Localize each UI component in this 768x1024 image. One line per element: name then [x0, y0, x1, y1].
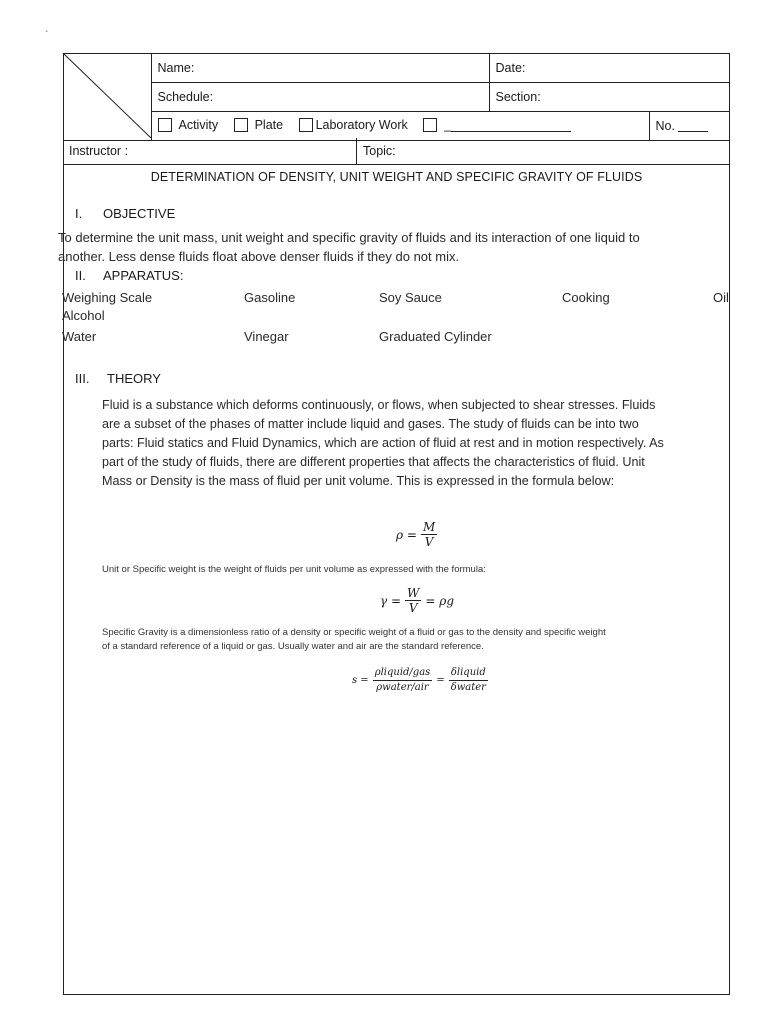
activity-checkbox[interactable] — [158, 118, 172, 132]
apparatus-item: Gasoline — [244, 290, 296, 305]
unit-weight-text: Unit or Specific weight is the weight of fluids per unit volume as expressed with the formula: — [102, 564, 486, 575]
unit-weight-formula: γ = $\frac{W}{V}$ = ρg — [380, 586, 454, 615]
specific-gravity-text: Specific Gravity is a dimensionless ratio of a density or specific weight of a fluid or gas to the density and specific weight of a standard reference of a liquid or gas. Usually water and air are the standard reference. — [102, 627, 606, 652]
apparatus-item: Soy Sauce — [379, 290, 442, 305]
activity-option[interactable] — [158, 118, 219, 132]
date-field[interactable] — [489, 54, 729, 83]
date-label: Date: — [495, 61, 526, 75]
apparatus-item: Cooking — [562, 290, 610, 305]
name-label: Name: — [157, 61, 195, 75]
instructor-topic-row — [64, 138, 729, 165]
apparatus-heading: II. APPARATUS: — [75, 268, 184, 283]
schedule-label: Schedule: — [157, 90, 214, 104]
objective-heading: I. OBJECTIVE — [75, 206, 176, 221]
other-checkbox[interactable] — [423, 118, 437, 132]
instructor-label: Instructor : — [69, 144, 129, 158]
plate-option[interactable] — [234, 118, 284, 132]
section-label: Section: — [495, 90, 541, 104]
number-field[interactable] — [649, 112, 729, 141]
plate-checkbox[interactable] — [234, 118, 248, 132]
other-blank[interactable]: _ — [444, 118, 571, 132]
other-option[interactable] — [423, 118, 571, 132]
diagonal-line-icon — [64, 54, 151, 138]
density-formula: ρ = $\frac{M}{V}$ — [396, 520, 436, 549]
apparatus-item: Weighing Scale — [62, 290, 153, 305]
specific-gravity-formula: s = $\frac{\text{ρliquid/gas}}{\text{ρwater/air}}$ = $\frac{\text{δliquid}}{\text{δwater}}$ — [352, 667, 486, 693]
lab-work-label: Laboratory Work — [315, 117, 408, 132]
number-label: No. — [655, 119, 675, 133]
topic-label: Topic: — [363, 144, 396, 158]
lab-work-option[interactable] — [299, 118, 408, 132]
apparatus-item: Water — [62, 329, 97, 344]
plate-label: Plate — [254, 117, 284, 132]
apparatus-item: Vinegar — [244, 329, 289, 344]
row-divider — [356, 138, 357, 164]
section-field[interactable] — [489, 83, 729, 112]
stray-mark: ` — [45, 30, 49, 41]
apparatus-item: Oil — [713, 290, 729, 305]
header-table — [64, 54, 729, 141]
name-field[interactable] — [151, 54, 489, 83]
schedule-field[interactable] — [151, 83, 489, 112]
activity-type-options — [151, 112, 649, 141]
lab-work-checkbox[interactable] — [299, 118, 313, 132]
theory-paragraph: Fluid is a substance which deforms continuously, or flows, when subjected to shear stresses. Fluids are a subset of the phases of matter include liquid and gases. The study of fluids can be into two parts: Fluid statics and Fluid Dynamics, which are action of fluid at rest and in motion respectively. As part of the study of fluids, there are different properties that affects the characteristics of fluid. Unit Mass or Density is the mass of fluid per unit volume. This is expressed in the formula below: — [102, 398, 664, 488]
apparatus-item: Graduated Cylinder — [379, 329, 492, 344]
objective-text: To determine the unit mass, unit weight and specific gravity of fluids and its interaction of one liquid to another. Less dense fluids float above denser fluids if they do not mix. — [58, 230, 640, 264]
document-title: DETERMINATION OF DENSITY, UNIT WEIGHT AND SPECIFIC GRAVITY OF FLUIDS — [150, 170, 643, 184]
activity-label: Activity — [178, 117, 219, 132]
theory-heading: III. THEORY — [75, 371, 161, 386]
diagonal-cell — [64, 54, 151, 141]
apparatus-item: Alcohol — [62, 308, 105, 323]
